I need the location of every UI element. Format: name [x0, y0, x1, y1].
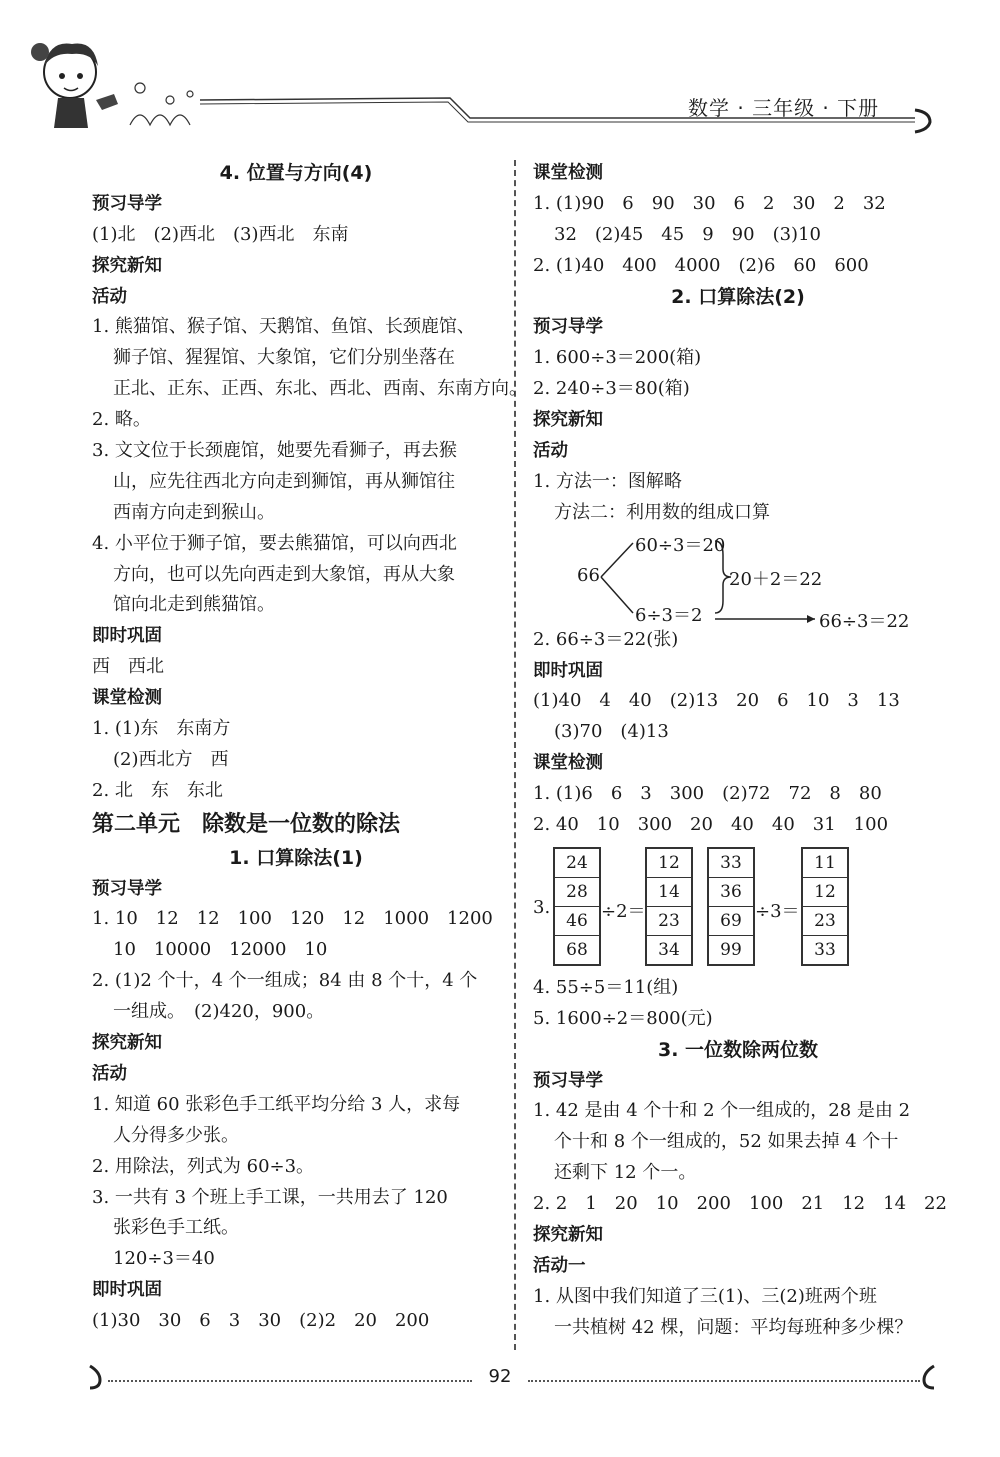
text-line: 2. 66÷3＝22(张) — [533, 628, 679, 650]
text-line-continued: 正北、正东、正西、东北、西北、西南、东南方向。 — [113, 378, 527, 400]
diagram-whole: 66 — [577, 564, 600, 586]
text-line-continued: 西南方向走到猴山。 — [113, 501, 275, 523]
box-cell: 23 — [803, 906, 847, 935]
column-divider — [514, 160, 516, 1350]
text-line: 1. 从图中我们知道了三(1)、三(2)班两个班 — [533, 1285, 877, 1307]
section-heading: 即时巩固 — [92, 1280, 162, 1301]
box-cell: 12 — [658, 852, 680, 873]
section-heading: 课堂检测 — [92, 688, 162, 709]
right-bottom-section — [533, 973, 947, 1344]
text-line-continued: 山，应先往西北方向走到狮馆，再从狮馆往 — [113, 470, 455, 492]
footer-end-icon — [918, 1362, 938, 1392]
text-line: 2. 2 1 20 10 200 100 21 12 14 22 — [533, 1193, 947, 1215]
box-cell: 33 — [720, 852, 742, 873]
diagram-sum: 20＋2＝22 — [729, 568, 823, 590]
text-line-continued: 方向，也可以先向西走到大象馆，再从大象 — [113, 563, 455, 585]
section-heading: 活动 — [92, 286, 127, 307]
box-cell: 46 — [555, 906, 599, 935]
text-line: 4. 小平位于狮子馆，要去熊猫馆，可以向西北 — [92, 532, 457, 554]
text-line: 3. 一共有 3 个班上手工课，一共用去了 120 — [92, 1186, 448, 1208]
section-heading: 探究新知 — [92, 1033, 162, 1054]
text-line: 1. 方法一：图解略 — [533, 470, 682, 492]
box-cell: 99 — [709, 935, 753, 964]
box-cell: 23 — [647, 906, 691, 935]
footer-start-icon — [86, 1362, 106, 1392]
box-cell: 28 — [555, 877, 599, 906]
section-heading: 即时巩固 — [533, 660, 603, 681]
header-decoration — [0, 0, 1000, 150]
section-heading: 探究新知 — [92, 255, 162, 276]
text-line-continued: 狮子馆、猩猩馆、大象馆，它们分别坐落在 — [113, 347, 455, 369]
text-line: 4. 55÷5＝11(组) — [533, 976, 679, 998]
box-cell: 34 — [647, 935, 691, 964]
text-line-continued: 张彩色手工纸。 — [113, 1217, 239, 1239]
section-heading: 预习导学 — [92, 193, 162, 214]
page-number: 92 — [488, 1366, 512, 1387]
text-line: 2. (1)2 个十，4 个一组成；84 由 8 个十，4 个 — [92, 970, 478, 992]
box-cell: 24 — [566, 852, 588, 873]
text-line: 1. (1)90 6 90 30 6 2 30 2 32 — [533, 192, 886, 214]
box-column-dividends-1 — [553, 847, 601, 966]
text-line: (1)北 (2)西北 (3)西北 东南 — [92, 223, 349, 245]
text-line: 1. (1)东 东南方 — [92, 718, 231, 740]
section-heading: 活动一 — [533, 1255, 586, 1276]
section-heading: 活动 — [92, 1063, 127, 1084]
box-cell: 11 — [814, 852, 836, 873]
box-cell: 68 — [555, 935, 599, 964]
lesson-title: 4. 位置与方向(4) — [219, 162, 373, 184]
text-line: 2. (1)40 400 4000 (2)6 60 600 — [533, 254, 869, 276]
right-top-section — [533, 158, 943, 529]
section-heading: 课堂检测 — [533, 753, 603, 774]
right-column — [533, 158, 947, 1344]
box-cell: 33 — [803, 935, 847, 964]
text-line-continued: 120÷3＝40 — [113, 1248, 215, 1270]
text-line-continued: (3)70 (4)13 — [554, 721, 669, 743]
section-heading: 即时巩固 — [92, 626, 162, 647]
section-heading: 预习导学 — [533, 1070, 603, 1091]
right-mid-section — [533, 625, 943, 841]
split-diagram — [533, 529, 943, 632]
lesson-title: 3. 一位数除两位数 — [657, 1038, 819, 1061]
header-title: 数学 · 三年级 · 下册 — [688, 96, 880, 120]
diagram-top: 60÷3＝20 — [635, 534, 726, 556]
box-operator-2: ÷3＝ — [755, 900, 800, 922]
section-heading: 课堂检测 — [533, 163, 603, 183]
text-line: (1)30 30 6 3 30 (2)2 20 200 — [92, 1310, 430, 1332]
text-line: 2. 用除法，列式为 60÷3。 — [92, 1155, 315, 1177]
text-line: (1)40 4 40 (2)13 20 6 10 3 13 — [533, 690, 900, 712]
text-line-continued: 方法二：利用数的组成口算 — [554, 501, 770, 523]
text-line: 1. (1)6 6 3 300 (2)72 72 8 80 — [533, 783, 882, 805]
text-line-continued: 人分得多少张。 — [113, 1124, 239, 1146]
left-column — [92, 158, 527, 1337]
section-heading: 预习导学 — [92, 878, 162, 899]
text-line: 1. 10 12 12 100 120 12 1000 1200 — [92, 908, 493, 930]
text-line-continued: 馆向北走到熊猫馆。 — [113, 594, 275, 616]
text-line-continued: 32 (2)45 45 9 90 (3)10 — [554, 223, 821, 245]
box-operator-1: ÷2＝ — [601, 900, 646, 922]
diagram-bottom: 6÷3＝2 — [635, 604, 703, 626]
box-cell: 69 — [709, 906, 753, 935]
text-line: 2. 240÷3＝80(箱) — [533, 378, 690, 400]
box-division-exercise — [533, 841, 943, 973]
text-line: 2. 略。 — [92, 409, 151, 431]
text-line: 1. 42 是由 4 个十和 2 个一组成的，28 是由 2 — [533, 1100, 911, 1122]
text-line-continued: 10 10000 12000 10 — [113, 939, 328, 961]
box-exercise-label: 3. — [533, 896, 551, 918]
text-line: 3. 文文位于长颈鹿馆，她要先看狮子，再去猴 — [92, 440, 457, 462]
section-heading: 探究新知 — [533, 1225, 603, 1246]
text-line: 5. 1600÷2＝800(元) — [533, 1007, 713, 1029]
page-header — [0, 0, 1000, 150]
box-column-dividends-2 — [707, 847, 755, 966]
section-heading: 探究新知 — [533, 410, 603, 431]
flower-icon — [130, 83, 193, 125]
text-line: 1. 600÷3＝200(箱) — [533, 347, 702, 369]
text-line: 2. 北 东 东北 — [92, 779, 223, 801]
text-line-continued: 一共植树 42 棵，问题：平均每班种多少棵？ — [554, 1316, 913, 1338]
text-line: 1. 知道 60 张彩色手工纸平均分给 3 人，求每 — [92, 1093, 461, 1115]
text-line: 西 西北 — [92, 656, 164, 678]
text-line-continued: 一组成。 (2)420，900。 — [113, 1001, 325, 1023]
text-line-continued: 个十和 8 个一组成的，52 如果去掉 4 个十 — [554, 1131, 899, 1153]
box-column-quotients-2 — [801, 847, 849, 966]
section-heading: 预习导学 — [533, 317, 603, 338]
box-cell: 14 — [647, 877, 691, 906]
text-line-continued: 还剩下 12 个一。 — [554, 1162, 697, 1184]
footer-rule-right — [528, 1380, 920, 1382]
text-line: 2. 40 10 300 20 40 40 31 100 — [533, 814, 889, 836]
box-column-quotients-1 — [645, 847, 693, 966]
girl-mascot-icon — [31, 43, 118, 128]
diagram-result: 66÷3＝22 — [819, 610, 910, 632]
unit-title: 第二单元 除数是一位数的除法 — [92, 811, 401, 837]
text-line: 1. 熊猫馆、猴子馆、天鹅馆、鱼馆、长颈鹿馆、 — [92, 316, 475, 338]
lesson-title: 2. 口算除法(2) — [671, 285, 805, 308]
section-heading: 活动 — [533, 441, 568, 462]
box-cell: 36 — [709, 877, 753, 906]
footer-rule-left — [108, 1380, 472, 1382]
header-end-icon — [915, 110, 930, 132]
box-cell: 12 — [803, 877, 847, 906]
lesson-title: 1. 口算除法(1) — [229, 846, 363, 869]
text-line-continued: (2)西北方 西 — [113, 748, 229, 770]
